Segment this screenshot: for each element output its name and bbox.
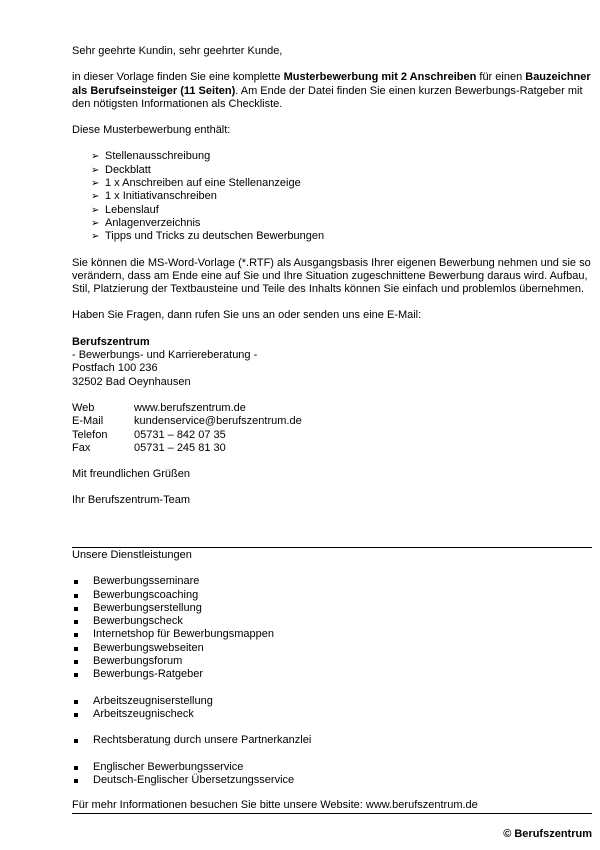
list-item: Arbeitszeugniserstellung — [72, 695, 592, 708]
square-bullet-icon — [74, 660, 78, 664]
square-bullet-icon — [74, 647, 78, 651]
square-bullet-icon — [74, 673, 78, 677]
square-bullet-icon — [74, 700, 78, 704]
address-line: Postfach 100 236 — [72, 362, 158, 375]
signature: Ihr Berufszentrum-Team — [72, 494, 190, 507]
arrow-bullet-icon: ➢ — [91, 164, 100, 176]
list-item: Englischer Bewerbungsservice — [72, 761, 592, 774]
square-bullet-icon — [74, 713, 78, 717]
services-list — [72, 734, 592, 747]
address-line: - Bewerbungs- und Karriereberatung - — [72, 349, 258, 362]
list-item: Arbeitszeugnischeck — [72, 708, 592, 721]
list-item: ➢ Deckblatt — [91, 163, 151, 176]
intro-bold-2: Bauzeichner als Berufseinsteiger (11 Seiten) — [72, 71, 591, 97]
intro-text-3: . Am Ende der Datei finden Sie einen kurzen Bewerbungs-Ratgeber mit den nötigsten Informationen als Checkliste. — [72, 84, 583, 110]
list-item: Bewerbungscheck — [72, 615, 592, 628]
square-bullet-icon — [74, 594, 78, 598]
intro-bold-1: Musterbewerbung mit 2 Anschreiben — [283, 71, 477, 84]
intro-paragraph — [72, 71, 592, 111]
website-link[interactable]: www.berufszentrum.de — [134, 401, 246, 414]
list-item: ➢ Anlagenverzeichnis — [91, 216, 201, 229]
arrow-bullet-icon: ➢ — [91, 151, 100, 163]
square-bullet-icon — [74, 766, 78, 770]
contact-row: Web www.berufszentrum.de — [72, 401, 246, 414]
intro-text-2: für einen — [476, 71, 526, 84]
arrow-bullet-icon: ➢ — [91, 231, 100, 243]
copyright: © Berufszentrum — [503, 828, 592, 840]
contents-list — [72, 150, 592, 243]
email-link[interactable]: kundenservice@berufszentrum.de — [134, 415, 302, 428]
list-item: Bewerbungs-Ratgeber — [72, 668, 592, 681]
list-item: Bewerbungsforum — [72, 655, 592, 668]
services-section — [72, 549, 592, 787]
greeting: Sehr geehrte Kundin, sehr geehrter Kunde, — [72, 45, 283, 57]
contact-row: Telefon 05731 – 842 07 35 — [72, 428, 226, 441]
services-list — [72, 761, 592, 788]
arrow-bullet-icon: ➢ — [91, 178, 100, 190]
divider — [72, 547, 592, 548]
square-bullet-icon — [74, 779, 78, 783]
footer-divider — [72, 813, 592, 814]
phone-number: 05731 – 842 07 35 — [134, 428, 226, 441]
closing: Mit freundlichen Grüßen — [72, 468, 190, 481]
more-info-text: Für mehr Informationen besuchen Sie bitte unsere Website: www.berufszentrum.de — [72, 799, 478, 811]
list-item: Internetshop für Bewerbungsmappen — [72, 628, 592, 641]
square-bullet-icon — [74, 739, 78, 743]
square-bullet-icon — [74, 633, 78, 637]
list-item: Bewerbungscoaching — [72, 589, 592, 602]
list-item: Bewerbungserstellung — [72, 602, 592, 615]
list-item: ➢ 1 x Anschreiben auf eine Stellenanzeige — [91, 177, 301, 190]
list-item: Rechtsberatung durch unsere Partnerkanzlei — [72, 734, 592, 747]
list-item: Deutsch-Englischer Übersetzungsservice — [72, 774, 592, 787]
square-bullet-icon — [74, 620, 78, 624]
square-bullet-icon — [74, 580, 78, 584]
arrow-bullet-icon: ➢ — [91, 204, 100, 216]
arrow-bullet-icon: ➢ — [91, 217, 100, 229]
contact-table — [72, 402, 592, 455]
intro-text-1: in dieser Vorlage finden Sie eine komplette — [72, 71, 284, 84]
footer-info — [72, 799, 592, 812]
services-list — [72, 695, 592, 722]
questions-paragraph: Haben Sie Fragen, dann rufen Sie uns an oder senden uns eine E-Mail: — [72, 309, 422, 322]
company-name: Berufszentrum — [72, 335, 150, 348]
contact-row: Fax 05731 – 245 81 30 — [72, 441, 226, 454]
list-item: ➢ Stellenausschreibung — [91, 150, 211, 163]
list-item: ➢ Tipps und Tricks zu deutschen Bewerbungen — [91, 230, 325, 243]
list-item: Bewerbungswebseiten — [72, 642, 592, 655]
usage-paragraph: Sie können die MS-Word-Vorlage (*.RTF) als Ausgangsbasis Ihrer eigenen Bewerbung nehmen und sie so verändern, dass am Ende eine auf Sie und Ihre Situation zugeschnittene Bewerbung daraus wird. Aufbau, Stil, Platzierung der Textbausteine und Teile des Inhalts können Sie einfach und problemlos übernehmen. — [72, 256, 591, 296]
fax-number: 05731 – 245 81 30 — [134, 441, 226, 454]
list-item: ➢ 1 x Initiativanschreiben — [91, 190, 217, 203]
square-bullet-icon — [74, 607, 78, 611]
services-list — [72, 575, 592, 681]
list-item: Bewerbungsseminare — [72, 575, 592, 588]
arrow-bullet-icon: ➢ — [91, 191, 100, 203]
contents-heading: Diese Musterbewerbung enthält: — [72, 124, 231, 137]
address-line: 32502 Bad Oeynhausen — [72, 375, 191, 388]
document-page — [72, 45, 592, 508]
list-item: ➢ Lebenslauf — [91, 203, 159, 216]
services-heading: Unsere Dienstleistungen — [72, 549, 192, 561]
contact-row: E-Mail kundenservice@berufszentrum.de — [72, 415, 302, 428]
